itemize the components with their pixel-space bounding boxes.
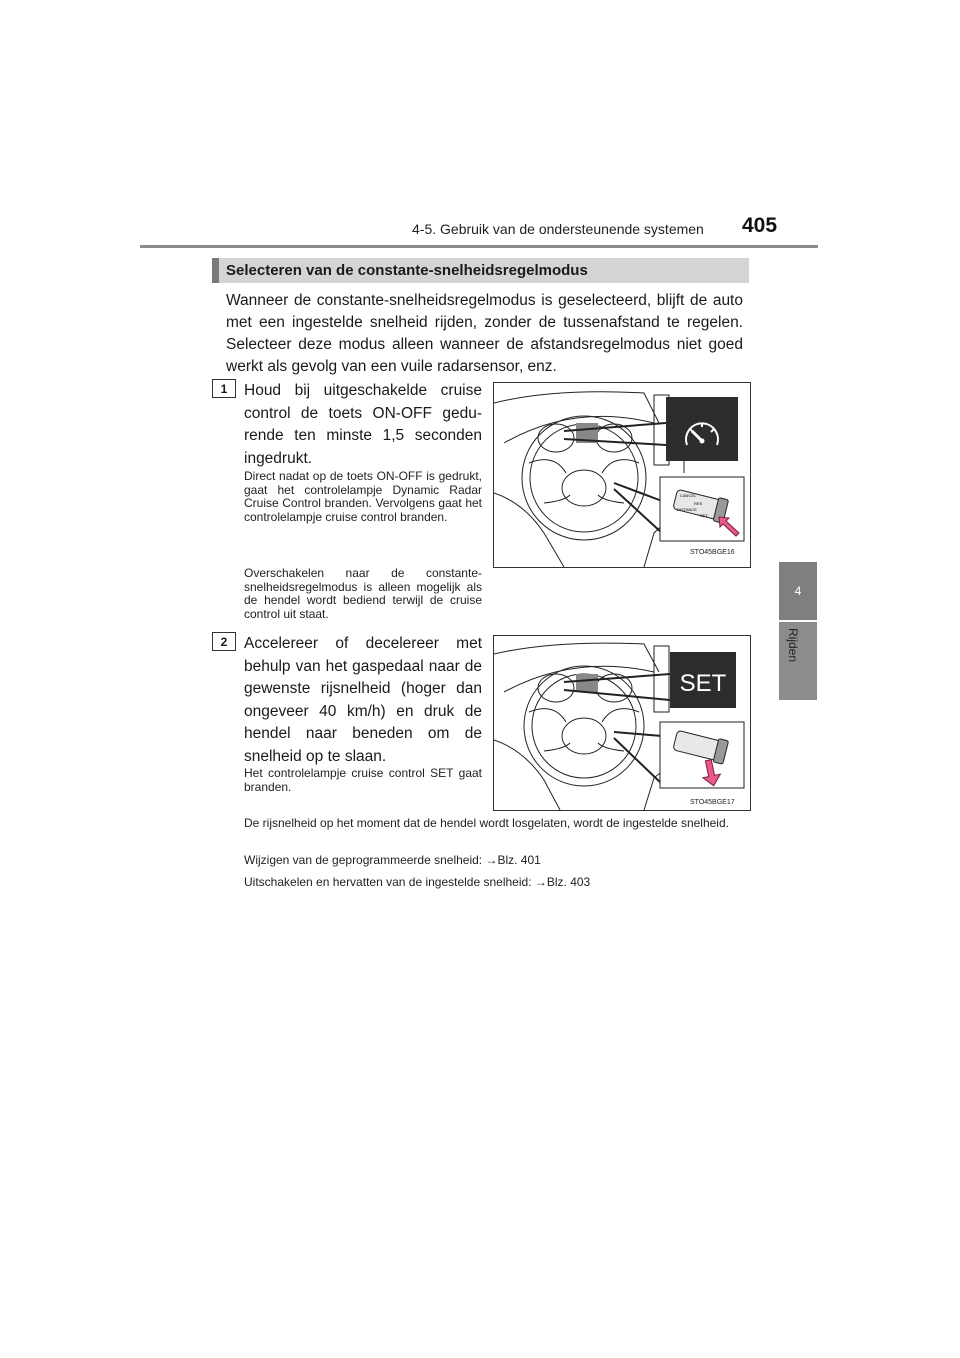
footnote-2: Wijzigen van de geprogrammeerde snelheid: →Blz. 401 bbox=[244, 853, 541, 867]
page-number: 405 bbox=[742, 214, 778, 237]
header-section-title: 4-5. Gebruik van de ondersteunende systemen bbox=[412, 221, 704, 237]
lever-label-distance: DISTANCE bbox=[677, 507, 697, 512]
section-heading-accent bbox=[212, 258, 219, 283]
figure-2-illustration bbox=[494, 636, 750, 810]
lever-label-set: SET bbox=[700, 513, 708, 518]
footnote-3: Uitschakelen en hervatten van de ingestelde snelheid: →Blz. 403 bbox=[244, 875, 591, 889]
footnote-1: De rijsnelheid op het moment dat de hendel wordt losgelaten, wordt de ingestelde snelheid. bbox=[244, 816, 729, 830]
chapter-number-tab: 4 bbox=[779, 562, 817, 620]
step-2-instruction: Accelereer of decelereer met behulp van het gaspedaal naar de gewenste rijsnelheid (hoger dan ongeveer 40 km/h) en druk de hendel naar beneden om de snelheid op te slaan. bbox=[244, 635, 482, 765]
step-1-note-1: Direct nadat op de toets ON-OFF is gedrukt, gaat het controlelampje Dynamic Radar Cruise Control branden. Vervolgens gaat het controlelampje cruise control branden. bbox=[244, 469, 482, 524]
step-number-1: 1 bbox=[212, 379, 236, 398]
step-1-note-2: Overschakelen naar de constante-snelheidsregelmodus is alleen mogelijk als de hendel wordt bediend terwijl de cruise control uit staat. bbox=[244, 566, 482, 621]
figure-1 bbox=[493, 382, 751, 568]
figure-2 bbox=[493, 635, 751, 811]
step-1-instruction: Houd bij uitgeschakelde cruise control de toets ON-OFF gedurende ten minste 1,5 seconden ingedrukt. bbox=[244, 382, 482, 467]
section-intro: Wanneer de constante-snelheidsregelmodus is geselecteerd, blijft de auto met een ingestelde snelheid rijden, zonder de tussenafstand te regelen. Selecteer deze modus alleen wanneer de afstandsregelmodus niet goed werkt als gevolg van een vuile radarsensor, enz. bbox=[226, 292, 743, 375]
lever-label-cancel: CANCEL bbox=[680, 493, 697, 498]
figure-1-illustration bbox=[494, 383, 750, 567]
step-2-note-1: Het controlelampje cruise control SET gaat branden. bbox=[244, 766, 482, 794]
header-rule bbox=[140, 245, 818, 248]
section-heading-bar bbox=[212, 258, 749, 283]
set-indicator-text: SET bbox=[679, 670, 727, 697]
lever-label-res: RES bbox=[694, 501, 703, 506]
figure-2-code: STO45BGE17 bbox=[690, 799, 735, 806]
figure-1-code: STO45BGE16 bbox=[690, 549, 735, 556]
step-number-2: 2 bbox=[212, 632, 236, 651]
chapter-label: Rijden bbox=[786, 628, 800, 663]
section-heading: Selecteren van de constante-snelheidsregelmodus bbox=[226, 262, 588, 279]
